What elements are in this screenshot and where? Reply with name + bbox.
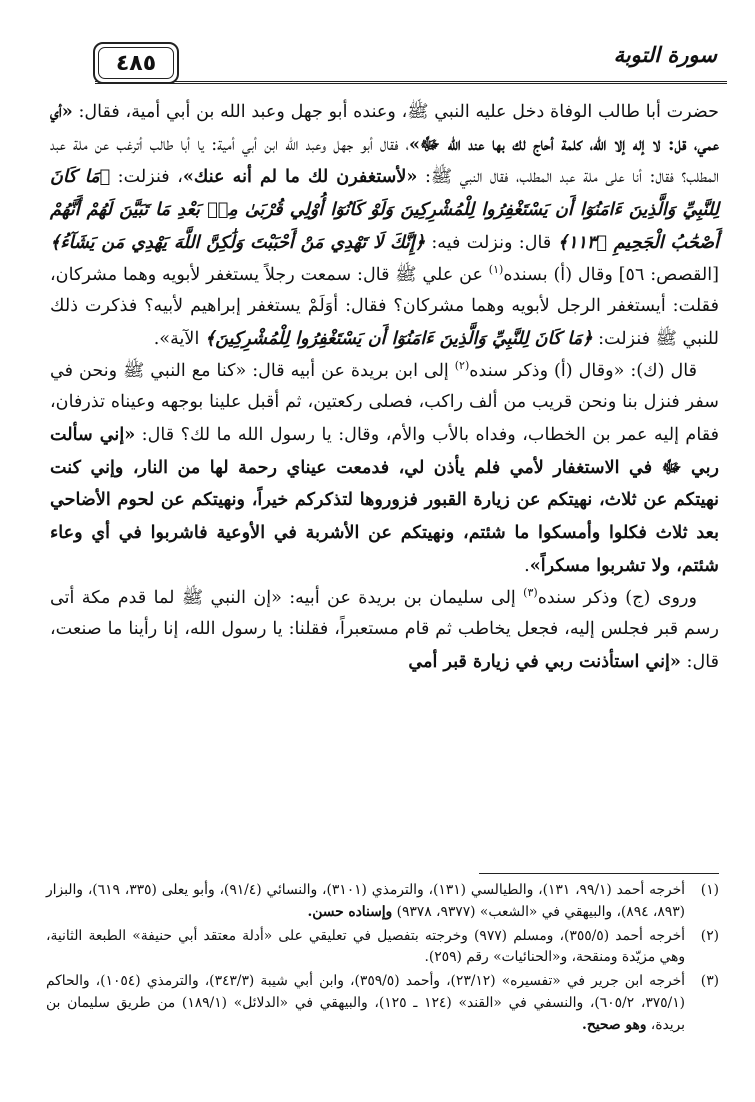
footnote-number: (٣) [700,973,719,990]
text-run: إلى ابن بريدة عن أبيه قال: «كنا مع النبي ﷺ ونحن في سفر فنزل بنا ونحن قريب من ألف راكب، فصلى ركعتين، ثم أقبل علينا بوجهه وعيناه تذرفان، فقام إليه عمر بن الخطاب، وفداه بالأب والأم، وقال: يا رسول الله ما لك؟ قال: [50,360,720,446]
hadith-quote: «أي عمي، قل: لا إله إلا الله، كلمة أحاج لك بها عند الله ﷻ» [50,101,719,155]
text-run: قال: ونزلت فيه: [425,232,558,253]
hadith-quote: «لأستغفرن لك ما لم أنه عنك» [182,166,418,188]
page-header [95,36,727,90]
header-rule [95,81,727,84]
footnote-ref[interactable]: (٣) [523,585,538,599]
footnote-ref[interactable]: (١) [488,262,504,276]
text-run: . [524,555,530,576]
footnotes [46,880,719,1039]
hadith-quote: «إني استأذنت ربي في زيارة قبر أمي [408,650,681,672]
paragraph-2 [50,356,719,583]
text-run: إلى سليمان بن بريدة عن أبيه: «إن النبي ﷺ لما قدم مكة أتى رسم قبر فجلس إليه، فجعل يخاطب ثم قام مستعبراً، فقلنا: يا رسول الله، إنا رأينا ما صنعت، قال: [50,587,719,672]
text-run: [القصص: ٥٦] وقال (أ) بسنده [503,264,719,285]
text-run: عن علي ﷺ قال: سمعت رجلاً يستغفر لأبويه وهما مشركان، فقلت: أيستغفر الرجل لأبويه وهما مشركان؟ فقال: أوَلَمْ يستغفر إبراهيم لأبيه؟ فذكرت ذلك للنبي ﷺ فنزلت: [50,264,719,349]
footnote-text: أخرجه أحمد (٩٩/١، ١٣١)، والطيالسي (١٣١)، والترمذي (٣١٠١)، والنسائي (٩١/٤)، وأبو يعلى (٣٣٥، ٦١٩)، والبزار (٨٩٣، ٨٩٤)، والبيهقي في «الشعب» (٩٣٧٧، ٩٣٧٨) [46,882,686,920]
text-run: حضرت أبا طالب الوفاة دخل عليه النبي ﷺ، وعنده أبو جهل وعبد الله بن أبي أمية، فقال: [72,102,719,122]
paragraph-1 [50,96,719,356]
page-number: ٤٨٥ [115,50,157,76]
footnote-number: (١) [700,882,719,898]
footnote-1 [46,880,719,924]
footnote-2 [46,926,719,970]
footnote-grading: وهو صحيح. [582,1016,647,1033]
text-run: قال (ك): «وقال (أ) وذكر سنده [469,360,697,381]
quran-verse: ﴿إِنَّكَ لَا تَهْدِي مَنْ أَحْبَبْتَ وَلَٰكِنَّ اللَّهَ يَهْدِي مَن يَشَآءُ﴾ [50,231,426,253]
text-run: ، فقال أبو جهل وعبد الله ابن أبي أمية: يا أبا طالب أترغب عن ملة عبد المطلب؟ فقال: أنا على ملة عبد المطلب، فقال النبي ﷺ: [50,134,719,188]
footnote-grading: وإسناده حسن. [307,903,393,920]
text-run: الآية». [153,328,205,349]
main-text [50,96,719,679]
footnote-ref[interactable]: (٢) [454,358,470,372]
footnote-separator [479,873,719,874]
quran-verse: ﴿مَا كَانَ لِلنَّبِيِّ وَالَّذِينَ ءَامَنُوٓا أَن يَسْتَغْفِرُوا لِلْمُشْرِكِينَ﴾ [204,327,593,349]
quran-verse: ﴿مَا كَانَ لِلنَّبِيِّ وَالَّذِينَ ءَامَنُوٓا أَن يَسْتَغْفِرُوا لِلْمُشْرِكِينَ وَلَوْ كَانُوٓا أُوْلِي قُرْبَىٰ مِنۢ بَعْدِ مَا تَبَيَّنَ لَهُمْ أَنَّهُمْ أَصْحَٰبُ الْجَحِيمِ ﴿١١٣﴾ [50,166,720,253]
footnote-text: أخرجه أحمد (٣٥٥/٥)، ومسلم (٩٧٧) وخرجته بتفصيل في تعليقي على «أدلة معتقد أبي حنيفة» الطبعة الثانية، وهي مزيّدة ومنقحة، و«الحنائيات» رقم (٢٥٩). [46,927,685,966]
text-run: ، فنزلت: [110,167,183,188]
sura-title: سورة التوبة [608,42,723,67]
footnote-3 [46,971,719,1036]
footnote-text: أخرجه ابن جرير في «تفسيره» (٢٣/١٢)، وأحمد (٣٥٩/٥)، وابن أبي شيبة (٣٤٣/٣)، والترمذي (١٠٥٤)، والحاكم (٣٧٥/١، ٦٠٥/٢)، والنسفي في «القند» (١٢٤ ـ ١٢٥)، والبيهقي في «الدلائل» (١٨٩/١) من طريق سليمان بن بريدة، [46,973,686,1033]
paragraph-3 [50,583,719,679]
footnote-number: (٢) [700,927,719,944]
hadith-quote: «إني سألت ربي ﷻ في الاستغفار لأمي فلم يأذن لي، فدمعت عيناي رحمة لها من النار، وإني كنت نهيتكم عن ثلاث، نهيتكم عن زيارة القبور فزوروها لتذكركم خيراً، ونهيتكم عن لحوم الأضاحي بعد ثلاث فكلوا وأمسكوا ما شئتم، ونهيتكم عن الأشربة في الأوعية فاشربوا في أي وعاء شئتم، ولا تشربوا مسكراً» [50,424,719,576]
text-run: وروى (ج) وذكر سنده [537,587,697,608]
page-number-frame [93,42,179,84]
